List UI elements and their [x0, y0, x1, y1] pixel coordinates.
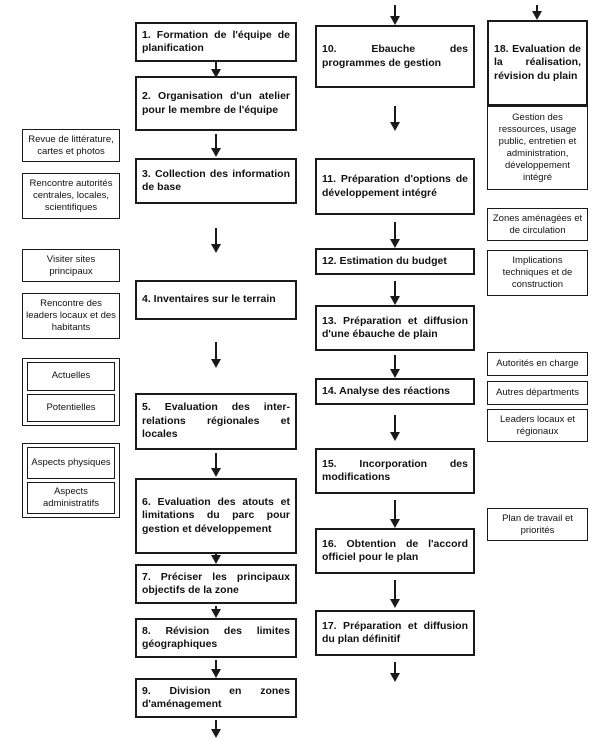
note-label: Gestion des ressources, usage public, entretien et administration, développement intégré — [498, 112, 577, 183]
note-label: Autorités en charge — [496, 358, 579, 370]
flow-box-label: 8. Révision des limites géographiques — [142, 624, 290, 650]
note-label: Aspects administratifs — [43, 486, 99, 509]
flow-box-15 — [315, 448, 475, 494]
note-label: Implications techniques et de construction — [502, 255, 573, 290]
flow-box-4 — [135, 280, 297, 320]
flow-box-label: 2. Organisation d'un atelier pour le membre de l'équipe — [142, 90, 290, 116]
note-rencontre-leaders — [22, 293, 120, 339]
flow-arrow — [215, 228, 217, 244]
note-autorites-en-charge — [487, 352, 588, 376]
note-rencontre-autorites — [22, 173, 120, 219]
flow-box-2 — [135, 76, 297, 131]
note-potentielles — [27, 394, 115, 423]
note-group-actuelles-potentielles — [22, 358, 120, 426]
flow-arrow — [394, 415, 396, 432]
flow-box-16 — [315, 528, 475, 574]
note-label: Rencontre des leaders locaux et des habitants — [26, 298, 116, 333]
flow-box-label: 12. Estimation du budget — [322, 254, 447, 267]
flow-arrow — [394, 662, 396, 673]
flow-arrow — [215, 62, 217, 69]
flow-box-label: 17. Préparation et diffusion du plan définitif — [322, 619, 468, 645]
flow-arrow — [215, 660, 217, 669]
note-label: Plan de travail et priorités — [502, 512, 573, 536]
flow-box-11 — [315, 158, 475, 215]
flow-box-label: 7. Préciser les principaux objectifs de la zone — [142, 570, 290, 596]
note-zones-amenagees — [487, 208, 588, 241]
note-label: Potentielles — [46, 401, 96, 413]
flow-arrow — [215, 720, 217, 729]
flow-arrow — [215, 134, 217, 148]
note-label: Leaders locaux et régionaux — [500, 413, 575, 437]
flow-arrow — [215, 554, 217, 555]
flow-arrow — [394, 355, 396, 369]
flow-arrow — [394, 106, 396, 122]
flow-box-label: 5. Evaluation des inter-relations régionales et locales — [142, 401, 290, 441]
flow-box-6 — [135, 478, 297, 554]
flow-arrow — [394, 500, 396, 519]
flow-box-3 — [135, 158, 297, 204]
note-aspects-administratifs — [27, 482, 115, 514]
flow-box-18 — [487, 20, 588, 106]
note-label: Revue de littérature, cartes et photos — [28, 133, 114, 157]
flow-box-1 — [135, 22, 297, 62]
note-label: Zones aménagées et de circulation — [492, 212, 583, 236]
flow-box-8 — [135, 618, 297, 658]
flow-arrow — [215, 342, 217, 359]
note-group-aspects — [22, 443, 120, 518]
note-actuelles — [27, 362, 115, 391]
note-label: Visiter sites principaux — [46, 253, 96, 277]
note-aspects-physiques — [27, 447, 115, 479]
flow-box-label: 18. Evaluation de la réalisation, révision du plain — [494, 42, 581, 82]
flow-box-label: 10. Ebauche des programmes de gestion — [322, 43, 468, 69]
note-gestion-ressources — [487, 106, 588, 190]
flow-box-label: 14. Analyse des réactions — [322, 384, 451, 397]
flow-arrow — [394, 281, 396, 296]
note-label: Actuelles — [51, 370, 91, 382]
flow-arrow — [215, 606, 217, 609]
flow-arrow — [394, 222, 396, 239]
flow-arrow — [394, 580, 396, 599]
flow-box-label: 4. Inventaires sur le terrain — [142, 293, 276, 306]
flow-box-9 — [135, 678, 297, 718]
flow-box-label: 9. Division en zones d'aménagement — [142, 684, 290, 710]
flow-box-7 — [135, 564, 297, 604]
flow-box-label: 6. Evaluation des atouts et limitations du parc pour gestion et développement — [142, 495, 290, 535]
note-plan-de-travail — [487, 508, 588, 541]
note-label: Rencontre autorités centrales, locales, scientifiques — [29, 178, 113, 213]
note-label: Aspects physiques — [31, 457, 111, 469]
flow-box-label: 11. Préparation d'options de développement intégré — [322, 173, 468, 199]
note-visiter-sites — [22, 249, 120, 282]
flow-box-12 — [315, 248, 475, 275]
note-revue-litterature — [22, 129, 120, 162]
note-implications-techniques — [487, 250, 588, 296]
flow-box-14 — [315, 378, 475, 405]
flow-arrow — [215, 453, 217, 468]
note-leaders-locaux — [487, 409, 588, 442]
note-autres-departments — [487, 381, 588, 405]
flow-arrow — [536, 5, 538, 11]
flow-box-label: 16. Obtention de l'accord officiel pour le plan — [322, 537, 468, 563]
flow-box-17 — [315, 610, 475, 656]
flow-box-label: 13. Préparation et diffusion d'une ébauche de plain — [322, 314, 468, 340]
flow-box-10 — [315, 25, 475, 88]
note-label: Autres départments — [496, 387, 579, 399]
flow-box-label: 3. Collection des information de base — [142, 167, 290, 193]
flow-box-label: 15. Incorporation des modifications — [322, 457, 468, 483]
flow-box-5 — [135, 393, 297, 450]
flow-box-label: 1. Formation de l'équipe de planification — [142, 28, 290, 54]
flow-arrow — [394, 5, 396, 16]
flow-box-13 — [315, 305, 475, 351]
